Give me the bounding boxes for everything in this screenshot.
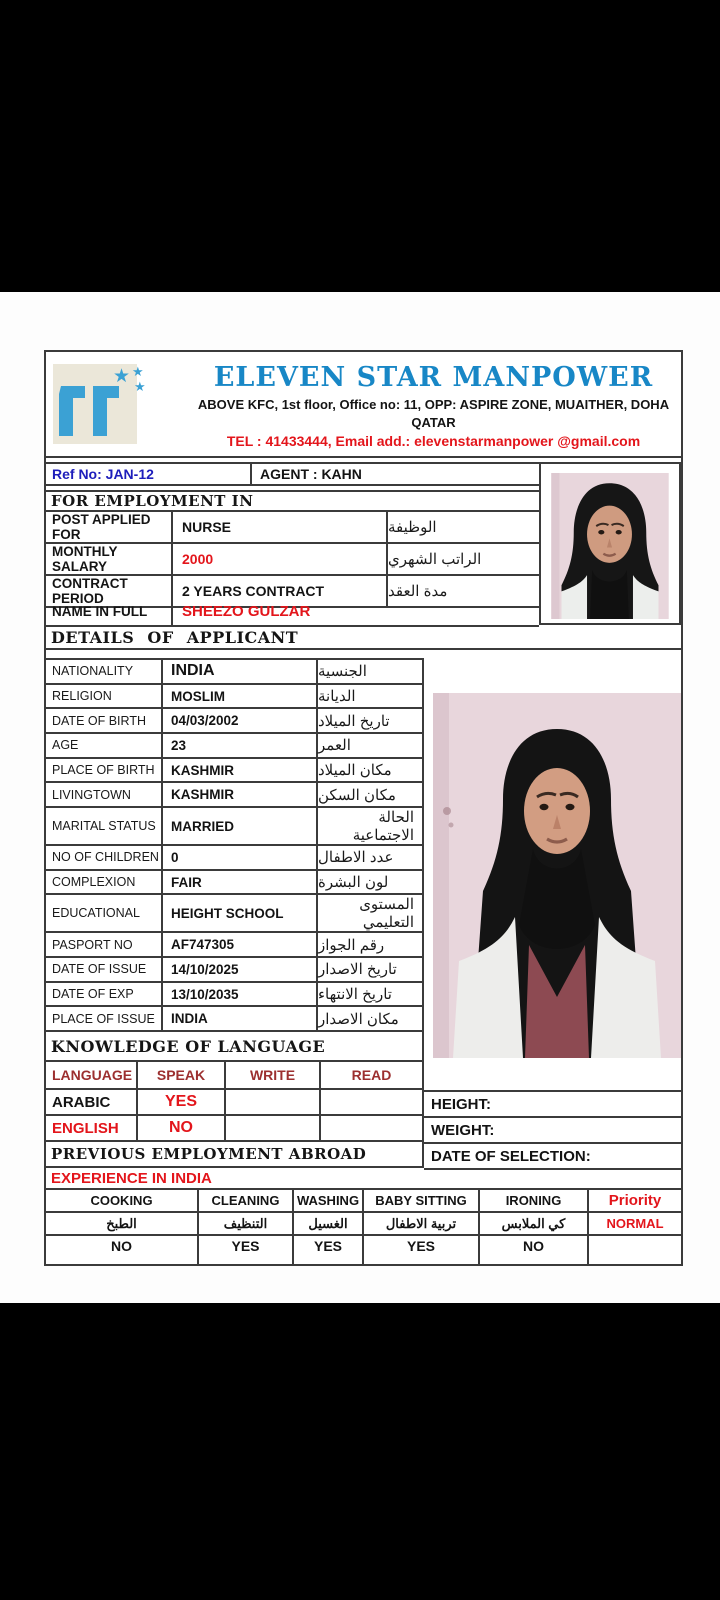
- measurements-column: [424, 1090, 681, 1170]
- bottom-letterbox: [0, 1303, 720, 1600]
- language-name: ENGLISH: [46, 1116, 138, 1140]
- detail-arabic: المستوى التعليمي: [318, 895, 424, 931]
- detail-arabic: تاريخ الميلاد: [318, 709, 424, 732]
- ref-no: Ref No: JAN-12: [46, 464, 252, 484]
- name-row: [46, 597, 539, 627]
- table-row: [46, 759, 424, 784]
- company-address: ABOVE KFC, 1st floor, Office no: 11, OPP: ASPIRE ZONE, MUAITHER, DOHA QATAR: [197, 397, 670, 430]
- detail-label: COMPLEXION: [46, 871, 163, 894]
- skills-value-row: [46, 1236, 681, 1264]
- detail-arabic: الحالة الاجتماعية: [318, 808, 424, 844]
- name-label: NAME IN FULL: [46, 597, 173, 625]
- weight-field: WEIGHT:: [424, 1118, 681, 1144]
- table-row: [46, 958, 424, 983]
- detail-arabic: رقم الجواز: [318, 933, 424, 956]
- detail-arabic: مكان السكن: [318, 783, 424, 806]
- detail-value: 04/03/2002: [163, 709, 318, 732]
- detail-value: AF747305: [163, 933, 318, 956]
- skill-name: WASHING: [294, 1190, 364, 1211]
- applicant-name: SHEEZO GULZAR: [182, 602, 311, 620]
- detail-arabic: تاريخ الانتهاء: [318, 983, 424, 1006]
- detail-arabic: الديانة: [318, 685, 424, 708]
- language-speak-value: NO: [138, 1116, 226, 1140]
- employment-value: 2000: [173, 544, 388, 574]
- table-row: [46, 512, 539, 544]
- table-row: [46, 783, 424, 808]
- table-row: [46, 983, 424, 1008]
- skill-value: YES: [294, 1236, 364, 1264]
- detail-label: PLACE OF ISSUE: [46, 1007, 163, 1030]
- language-column-header: WRITE: [226, 1062, 321, 1088]
- details-table: [46, 658, 424, 1032]
- employment-section: [46, 458, 681, 658]
- table-row: [46, 660, 424, 685]
- detail-label: EDUCATIONAL: [46, 895, 163, 931]
- language-read-value: [321, 1090, 424, 1114]
- skills-header-row: [46, 1190, 681, 1213]
- detail-value: MARRIED: [163, 808, 318, 844]
- table-row: [46, 544, 539, 576]
- language-write-value: [226, 1116, 321, 1140]
- detail-value: 13/10/2035: [163, 983, 318, 1006]
- table-row: [46, 933, 424, 958]
- employment-arabic: الوظيفة: [388, 519, 437, 536]
- language-table: [46, 1062, 424, 1142]
- detail-value: INDIA: [163, 660, 318, 683]
- skills-arabic-row: [46, 1213, 681, 1236]
- detail-value: 14/10/2025: [163, 958, 318, 981]
- detail-arabic: مكان الاصدار: [318, 1007, 424, 1030]
- detail-label: DATE OF BIRTH: [46, 709, 163, 732]
- skill-name-arabic: كي الملابس: [480, 1213, 589, 1234]
- company-name: ELEVEN STAR MANPOWER: [213, 362, 654, 393]
- skill-name: CLEANING: [199, 1190, 294, 1211]
- skill-name-arabic: التنظيف: [199, 1213, 294, 1234]
- skill-name-arabic: تربية الاطفال: [364, 1213, 480, 1234]
- table-row: [46, 709, 424, 734]
- priority-empty-cell: [589, 1236, 681, 1264]
- table-row: [46, 846, 424, 871]
- language-column-header: LANGUAGE: [46, 1062, 138, 1088]
- employment-label: POST APPLIED FOR: [46, 512, 173, 542]
- detail-value: FAIR: [163, 871, 318, 894]
- detail-arabic: مكان الميلاد: [318, 759, 424, 782]
- skill-name-arabic: الغسيل: [294, 1213, 364, 1234]
- skill-name: IRONING: [480, 1190, 589, 1211]
- detail-arabic: عدد الاطفال: [318, 846, 424, 869]
- priority-value: NORMAL: [606, 1216, 664, 1231]
- detail-label: LIVINGTOWN: [46, 783, 163, 806]
- table-row: [46, 1116, 424, 1142]
- employment-arabic: الراتب الشهري: [388, 551, 482, 568]
- detail-label: NO OF CHILDREN: [46, 846, 163, 869]
- logo-star-icon: ★: [132, 364, 144, 379]
- ref-agent-row: [46, 462, 539, 486]
- date-of-selection-field: DATE OF SELECTION:: [424, 1144, 681, 1170]
- detail-arabic: العمر: [318, 734, 424, 757]
- detail-value: 0: [163, 846, 318, 869]
- employment-value: NURSE: [173, 512, 388, 542]
- applicant-photo-large: [433, 693, 681, 1058]
- detail-value: HEIGHT SCHOOL: [163, 895, 318, 931]
- skill-value: YES: [199, 1236, 294, 1264]
- table-row: [46, 808, 424, 846]
- company-logo: [53, 364, 151, 444]
- height-field: HEIGHT:: [424, 1092, 681, 1118]
- table-row: [46, 1007, 424, 1032]
- top-letterbox: [0, 0, 720, 292]
- language-name: ARABIC: [46, 1090, 138, 1114]
- logo-star-icon: ★: [113, 366, 131, 387]
- skill-value: NO: [46, 1236, 199, 1264]
- detail-value: KASHMIR: [163, 759, 318, 782]
- detail-arabic: لون البشرة: [318, 871, 424, 894]
- previous-employment-heading: PREVIOUS EMPLOYMENT ABROAD: [46, 1142, 424, 1168]
- language-column-header: READ: [321, 1062, 424, 1088]
- logo-star-icon: ★: [134, 379, 146, 394]
- knowledge-of-language-heading: KNOWLEDGE OF LANGUAGE: [46, 1032, 424, 1062]
- experience-heading: EXPERIENCE IN INDIA: [51, 1169, 212, 1187]
- skill-name-arabic: الطبخ: [46, 1213, 199, 1234]
- skills-table: [46, 1188, 681, 1264]
- table-row: [46, 734, 424, 759]
- details-heading: DETAILS OF APPLICANT: [46, 627, 681, 650]
- detail-arabic: تاريخ الاصدار: [318, 958, 424, 981]
- detail-label: MARITAL STATUS: [46, 808, 163, 844]
- detail-label: PLACE OF BIRTH: [46, 759, 163, 782]
- detail-arabic: الجنسية: [318, 660, 424, 683]
- table-row: [46, 871, 424, 896]
- language-write-value: [226, 1090, 321, 1114]
- detail-label: PASPORT NO: [46, 933, 163, 956]
- language-header-row: [46, 1062, 424, 1090]
- priority-label: Priority: [608, 1192, 662, 1209]
- language-read-value: [321, 1116, 424, 1140]
- applicant-photo-small: [551, 473, 669, 619]
- table-row: [46, 1090, 424, 1116]
- skill-name: BABY SITTING: [364, 1190, 480, 1211]
- application-document: [44, 350, 683, 1266]
- detail-label: AGE: [46, 734, 163, 757]
- language-speak-value: YES: [138, 1090, 226, 1114]
- detail-label: DATE OF ISSUE: [46, 958, 163, 981]
- agent-name: AGENT : KAHN: [260, 466, 362, 482]
- document-header: [46, 352, 681, 458]
- detail-label: NATIONALITY: [46, 660, 163, 683]
- detail-value: 23: [163, 734, 318, 757]
- skill-value: YES: [364, 1236, 480, 1264]
- employment-value: 2 YEARS CONTRACT: [173, 576, 388, 606]
- details-section: [46, 658, 681, 1188]
- photo-frame: [539, 462, 681, 625]
- company-contact: TEL : 41433444, Email add.: elevenstarmanpower @gmail.com: [226, 433, 641, 449]
- detail-value: KASHMIR: [163, 783, 318, 806]
- language-column-header: SPEAK: [138, 1062, 226, 1088]
- for-employment-heading: FOR EMPLOYMENT IN: [46, 490, 539, 512]
- employment-label: MONTHLY SALARY: [46, 544, 173, 574]
- detail-label: DATE OF EXP: [46, 983, 163, 1006]
- employment-arabic: مدة العقد: [388, 583, 448, 600]
- skill-name: COOKING: [46, 1190, 199, 1211]
- detail-value: INDIA: [163, 1007, 318, 1030]
- detail-label: RELIGION: [46, 685, 163, 708]
- skill-value: NO: [480, 1236, 589, 1264]
- employment-label: CONTRACT PERIOD: [46, 576, 173, 606]
- detail-value: MOSLIM: [163, 685, 318, 708]
- table-row: [46, 895, 424, 933]
- table-row: [46, 685, 424, 710]
